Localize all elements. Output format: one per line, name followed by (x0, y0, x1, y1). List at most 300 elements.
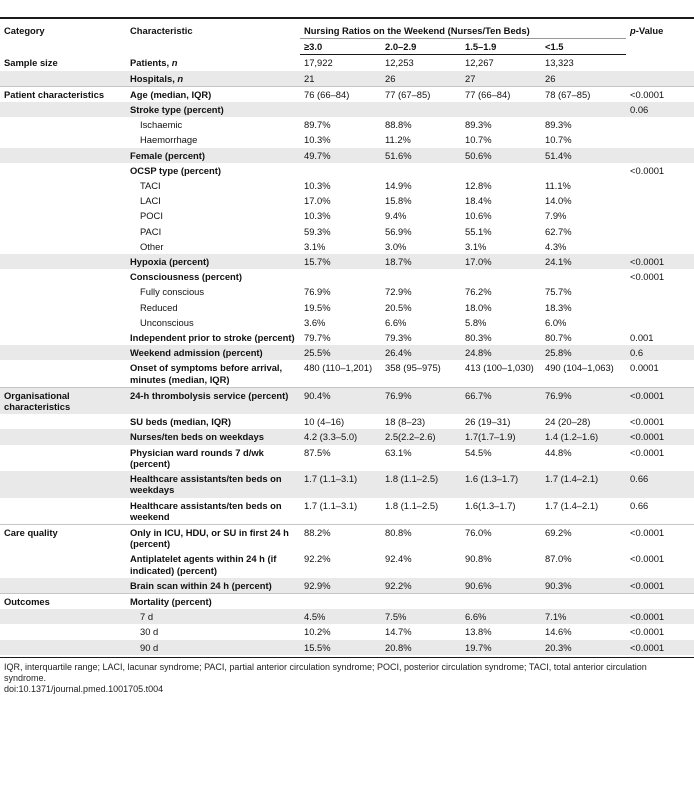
row-value-col-2: 80.8% (381, 524, 461, 551)
row-value-col-4: 14.0% (545, 195, 572, 207)
row-characteristic-label: Consciousness (percent) (130, 271, 243, 283)
row-characteristic (126, 387, 300, 414)
row-value-col-1: 15.5% (300, 640, 381, 655)
header-characteristic: Characteristic (130, 25, 193, 36)
row-value-col-3 (461, 163, 541, 178)
row-characteristic (126, 284, 300, 299)
row-value-col-3: 413 (100–1,030) (465, 362, 534, 374)
row-value-col-3: 3.1% (465, 240, 487, 252)
row-value-col-1: 4.5% (300, 609, 381, 624)
row-characteristic (126, 624, 300, 639)
row-value-col-3: 18.4% (465, 195, 492, 207)
row-characteristic-label: TACI (140, 180, 161, 192)
row-value-col-2: 77 (67–85) (381, 86, 461, 102)
table-row (0, 224, 694, 239)
table-row (0, 102, 694, 117)
row-characteristic (126, 86, 300, 102)
table-row (0, 414, 694, 429)
row-value-col-2: 14.7% (385, 626, 412, 638)
row-value-col-4: 87.0% (545, 553, 572, 565)
row-value-col-2: 14.9% (385, 180, 412, 192)
row-p-value: <0.0001 (630, 446, 665, 458)
row-p-value: 0.001 (630, 332, 654, 344)
table-row (0, 445, 694, 471)
table-row (0, 284, 694, 299)
table-row (0, 498, 694, 525)
row-value-col-4: 24 (20–28) (545, 416, 591, 428)
row-p-value (626, 208, 694, 223)
row-value-col-4 (541, 163, 626, 178)
row-value-col-2: 12,253 (385, 57, 414, 69)
row-value-col-2: 18.7% (381, 254, 461, 269)
row-value-col-1: 3.6% (304, 316, 326, 328)
row-value-col-3: 90.6% (461, 578, 541, 594)
row-p-value: 0.66 (626, 471, 694, 497)
row-value-col-4: 10.7% (545, 134, 572, 146)
row-value-col-1: 49.7% (300, 148, 381, 163)
table-header (0, 23, 694, 55)
row-characteristic (126, 551, 300, 577)
row-value-col-1: 10 (4–16) (304, 416, 345, 428)
row-characteristic-label: Weekend admission (percent) (130, 347, 263, 359)
row-characteristic-label: 24-h thrombolysis service (percent) (130, 389, 289, 401)
row-characteristic-label: Hypoxia (percent) (130, 256, 210, 268)
row-characteristic (126, 224, 300, 239)
row-value-col-2: 358 (95–975) (385, 362, 441, 374)
table-row (0, 524, 694, 551)
row-value-col-1: 21 (300, 71, 381, 87)
row-value-col-2: 9.4% (385, 210, 407, 222)
row-value-col-2: 11.2% (385, 134, 411, 146)
row-value-col-1: 90.4% (300, 387, 381, 414)
row-value-col-3: 90.8% (465, 553, 492, 565)
row-value-col-2: 79.3% (385, 332, 412, 344)
row-category (0, 414, 126, 429)
row-value-col-2: 63.1% (385, 446, 412, 458)
header-p-suffix: -Value (635, 25, 664, 36)
row-characteristic-label: PACI (140, 225, 162, 237)
row-value-col-1: 88.2% (300, 524, 381, 551)
row-p-value (626, 148, 694, 163)
row-value-col-3: 10.7% (465, 134, 492, 146)
row-characteristic-label: Healthcare assistants/ten beds on weekend (130, 499, 282, 522)
row-value-col-3 (461, 593, 541, 609)
row-characteristic-label: LACI (140, 195, 161, 207)
row-characteristic-label: Hospitals, (130, 72, 178, 84)
row-value-col-4: 1.7 (1.4–2.1) (541, 471, 626, 497)
row-value-col-3: 89.3% (465, 119, 492, 131)
row-value-col-2: 72.9% (385, 286, 412, 298)
row-p-value (626, 132, 694, 147)
table-row (0, 239, 694, 254)
table-row (0, 71, 694, 87)
row-value-col-4 (541, 102, 626, 117)
row-value-col-3: 66.7% (461, 387, 541, 414)
row-value-col-3: 55.1% (465, 225, 492, 237)
row-value-col-4: 6.0% (545, 316, 567, 328)
row-characteristic (126, 208, 300, 223)
row-value-col-3: 27 (461, 71, 541, 87)
table-row (0, 360, 694, 387)
row-value-col-2: 18 (8–23) (385, 416, 426, 428)
row-characteristic-label: Fully conscious (140, 286, 205, 298)
row-value-col-4 (541, 593, 626, 609)
row-category (0, 224, 126, 239)
row-p-value: <0.0001 (626, 578, 694, 594)
row-value-col-1 (300, 163, 381, 178)
row-value-col-3 (461, 102, 541, 117)
table-top-rule (0, 17, 694, 19)
table-row (0, 208, 694, 223)
row-p-value: 0.0001 (630, 362, 659, 374)
row-characteristic-label: OCSP type (percent) (130, 164, 221, 176)
row-characteristic-label: 30 d (140, 626, 159, 638)
table-row (0, 624, 694, 639)
row-characteristic (126, 330, 300, 345)
header-col-1: ≥3.0 (300, 39, 381, 55)
row-value-col-4: 80.7% (545, 332, 572, 344)
row-value-col-3: 1.7(1.7–1.9) (461, 429, 541, 444)
row-p-value: <0.0001 (626, 86, 694, 102)
row-value-col-1: 3.1% (304, 240, 326, 252)
row-value-col-2: 56.9% (385, 225, 412, 237)
table-row (0, 345, 694, 360)
row-value-col-4: 18.3% (545, 301, 572, 313)
row-value-col-3: 6.6% (461, 609, 541, 624)
row-value-col-2: 88.8% (385, 119, 412, 131)
table-row (0, 578, 694, 594)
header-col-2: 2.0–2.9 (381, 39, 461, 55)
row-category: Care quality (0, 524, 126, 551)
header-category: Category (4, 25, 45, 36)
row-value-col-1: 76.9% (304, 286, 331, 298)
row-value-col-4: 75.7% (545, 286, 572, 298)
row-value-col-3: 76.2% (465, 286, 492, 298)
row-p-value (626, 224, 694, 239)
data-table (0, 23, 694, 655)
row-characteristic (126, 269, 300, 284)
row-value-col-4: 1.7 (1.4–2.1) (545, 499, 599, 511)
row-value-col-2: 3.0% (385, 240, 407, 252)
table-row (0, 330, 694, 345)
row-category (0, 178, 126, 193)
row-value-col-3: 50.6% (461, 148, 541, 163)
row-value-col-3: 54.5% (465, 446, 492, 458)
row-value-col-2 (381, 163, 461, 178)
row-characteristic (126, 239, 300, 254)
row-category: Outcomes (0, 593, 126, 609)
table-row (0, 254, 694, 269)
row-p-value (626, 193, 694, 208)
row-characteristic (126, 55, 300, 71)
row-category (0, 345, 126, 360)
row-p-value: <0.0001 (630, 553, 665, 565)
table-row (0, 551, 694, 577)
row-value-col-1 (300, 102, 381, 117)
row-value-col-1: 87.5% (304, 446, 331, 458)
row-value-col-2: 15.8% (385, 195, 412, 207)
table-row (0, 117, 694, 132)
row-category (0, 71, 126, 87)
row-value-col-3: 17.0% (461, 254, 541, 269)
row-category (0, 578, 126, 594)
row-value-col-3: 80.3% (465, 332, 492, 344)
row-value-col-3: 76.0% (461, 524, 541, 551)
row-category (0, 163, 126, 178)
row-value-col-1: 17,922 (304, 57, 333, 69)
row-value-col-4: 13,323 (545, 57, 574, 69)
row-characteristic (126, 578, 300, 594)
table-footnote (4, 662, 690, 695)
row-value-col-3: 5.8% (465, 316, 487, 328)
row-characteristic (126, 193, 300, 208)
row-value-col-1: 15.7% (300, 254, 381, 269)
row-value-col-1: 59.3% (304, 225, 331, 237)
row-characteristic-label: Haemorrhage (140, 134, 198, 146)
table-row (0, 55, 694, 71)
row-value-col-4: 78 (67–85) (541, 86, 626, 102)
row-category (0, 429, 126, 444)
row-p-value: <0.0001 (626, 640, 694, 655)
row-value-col-2 (381, 102, 461, 117)
row-p-value (626, 178, 694, 193)
row-value-col-2: 20.5% (385, 301, 412, 313)
row-category (0, 315, 126, 330)
row-characteristic-label: Ischaemic (140, 119, 183, 131)
header-col-4: <1.5 (541, 39, 626, 55)
row-value-col-3: 13.8% (465, 626, 492, 638)
row-p-value: <0.0001 (626, 429, 694, 444)
table-row (0, 269, 694, 284)
row-value-col-4: 11.1% (545, 180, 571, 192)
row-value-col-1: 10.3% (304, 210, 331, 222)
row-characteristic (126, 498, 300, 525)
row-value-col-1: 92.2% (304, 553, 331, 565)
row-characteristic (126, 414, 300, 429)
row-category (0, 551, 126, 577)
row-p-value (626, 300, 694, 315)
row-characteristic (126, 360, 300, 387)
row-value-col-1: 17.0% (304, 195, 331, 207)
row-category (0, 330, 126, 345)
row-value-col-4: 89.3% (545, 119, 572, 131)
row-value-col-3: 12,267 (465, 57, 494, 69)
row-value-col-4: 26 (541, 71, 626, 87)
row-value-col-3: 1.6 (1.3–1.7) (461, 471, 541, 497)
row-characteristic-label: Mortality (percent) (130, 595, 212, 607)
row-value-col-3: 77 (66–84) (461, 86, 541, 102)
row-p-value: <0.0001 (626, 254, 694, 269)
row-value-col-1: 25.5% (300, 345, 381, 360)
row-characteristic (126, 102, 300, 117)
row-value-col-1: 19.5% (304, 301, 331, 313)
row-characteristic (126, 471, 300, 497)
row-category (0, 360, 126, 387)
row-value-col-4: 1.4 (1.2–1.6) (541, 429, 626, 444)
row-category: Organisational characteristics (0, 387, 126, 414)
row-value-col-4: 69.2% (541, 524, 626, 551)
table-row (0, 163, 694, 178)
row-category (0, 498, 126, 525)
table-row (0, 193, 694, 208)
row-value-col-2: 6.6% (385, 316, 407, 328)
table-body (0, 55, 694, 655)
row-value-col-4: 90.3% (541, 578, 626, 594)
row-category (0, 445, 126, 471)
row-category (0, 471, 126, 497)
row-value-col-3 (461, 269, 541, 284)
row-category (0, 254, 126, 269)
header-p-value (626, 23, 694, 55)
row-p-value: <0.0001 (630, 271, 665, 283)
footnote-doi: doi:10.1371/journal.pmed.1001705.t004 (4, 684, 164, 694)
row-category (0, 239, 126, 254)
row-value-col-4: 62.7% (545, 225, 572, 237)
row-value-col-1: 10.3% (304, 180, 331, 192)
table-row (0, 609, 694, 624)
table-row (0, 178, 694, 193)
table-row (0, 300, 694, 315)
row-value-col-1: 10.2% (304, 626, 331, 638)
row-value-col-4: 25.8% (541, 345, 626, 360)
row-p-value: <0.0001 (630, 416, 665, 428)
row-value-col-1: 10.3% (304, 134, 331, 146)
row-category (0, 148, 126, 163)
row-characteristic-label: Onset of symptoms before arrival, minutes (median, IQR) (130, 362, 283, 385)
row-value-col-1: 1.7 (1.1–3.1) (304, 499, 358, 511)
row-p-value (626, 284, 694, 299)
header-group-title: Nursing Ratios on the Weekend (Nurses/Ten Beds) (304, 25, 530, 36)
row-p-value: <0.0001 (630, 626, 665, 638)
row-p-value: <0.0001 (630, 164, 665, 176)
row-value-col-2: 1.8 (1.1–2.5) (381, 471, 461, 497)
table-row (0, 148, 694, 163)
row-characteristic-italic: n (177, 72, 184, 84)
row-value-col-2 (381, 269, 461, 284)
row-value-col-3: 1.6(1.3–1.7) (465, 499, 516, 511)
row-p-value: <0.0001 (626, 609, 694, 624)
row-characteristic (126, 132, 300, 147)
row-value-col-1: 79.7% (304, 332, 331, 344)
row-value-col-2: 20.8% (381, 640, 461, 655)
row-value-col-3: 19.7% (461, 640, 541, 655)
row-characteristic-label: 90 d (140, 641, 159, 653)
row-value-col-2: 92.4% (385, 553, 412, 565)
row-characteristic-label: Antiplatelet agents within 24 h (if indicated) (percent) (130, 553, 277, 576)
row-value-col-1: 76 (66–84) (300, 86, 381, 102)
row-characteristic-label: Reduced (140, 301, 178, 313)
row-value-col-4: 24.1% (541, 254, 626, 269)
row-value-col-4: 14.6% (545, 626, 572, 638)
row-characteristic (126, 609, 300, 624)
row-characteristic-label: Only in ICU, HDU, or SU in first 24 h (percent) (130, 526, 289, 550)
row-value-col-3: 24.8% (461, 345, 541, 360)
row-characteristic (126, 254, 300, 269)
table-row (0, 471, 694, 497)
row-characteristic-label: Other (140, 240, 164, 252)
row-category (0, 269, 126, 284)
row-value-col-4: 7.9% (545, 210, 567, 222)
row-characteristic-label: Female (percent) (130, 149, 206, 161)
row-characteristic (126, 429, 300, 444)
row-category (0, 102, 126, 117)
row-characteristic-label: SU beds (median, IQR) (130, 416, 232, 428)
row-category (0, 284, 126, 299)
row-value-col-4: 76.9% (541, 387, 626, 414)
row-p-value (626, 55, 694, 71)
row-value-col-3: 12.8% (465, 180, 492, 192)
row-value-col-1 (300, 593, 381, 609)
row-characteristic-label: Unconscious (140, 316, 194, 328)
row-value-col-2: 1.8 (1.1–2.5) (385, 499, 439, 511)
row-value-col-1: 92.9% (300, 578, 381, 594)
row-value-col-2: 26 (381, 71, 461, 87)
row-category (0, 117, 126, 132)
row-p-value (626, 315, 694, 330)
row-characteristic (126, 345, 300, 360)
row-value-col-4 (541, 269, 626, 284)
row-p-value: 0.06 (626, 102, 694, 117)
row-characteristic-label: Age (median, IQR) (130, 88, 212, 100)
table-bottom-rule (0, 657, 694, 658)
table-row (0, 86, 694, 102)
row-category (0, 193, 126, 208)
row-characteristic (126, 178, 300, 193)
row-value-col-4: 490 (104–1,063) (545, 362, 614, 374)
row-value-col-2: 2.5(2.2–2.6) (381, 429, 461, 444)
row-characteristic-label: Healthcare assistants/ten beds on weekdays (130, 473, 282, 496)
row-characteristic-label: Stroke type (percent) (130, 104, 224, 116)
row-characteristic (126, 163, 300, 178)
row-value-col-1: 1.7 (1.1–3.1) (300, 471, 381, 497)
row-p-value (626, 593, 694, 609)
header-col-3: 1.5–1.9 (461, 39, 541, 55)
row-characteristic-label: Physician ward rounds 7 d/wk (percent) (130, 446, 264, 469)
table-row (0, 429, 694, 444)
row-p-value: <0.0001 (626, 387, 694, 414)
row-category (0, 300, 126, 315)
row-characteristic (126, 300, 300, 315)
row-value-col-4: 44.8% (545, 446, 572, 458)
table-row (0, 640, 694, 655)
row-characteristic (126, 148, 300, 163)
row-characteristic (126, 117, 300, 132)
row-value-col-2 (381, 593, 461, 609)
row-characteristic-label: Nurses/ten beds on weekdays (130, 431, 264, 443)
row-characteristic-label: Patients, (130, 56, 172, 68)
table-row (0, 593, 694, 609)
row-characteristic (126, 315, 300, 330)
row-p-value: 0.66 (630, 499, 649, 511)
row-category (0, 640, 126, 655)
row-characteristic-italic: n (171, 56, 178, 68)
row-characteristic (126, 640, 300, 655)
row-characteristic-label: Independent prior to stroke (percent) (130, 332, 295, 344)
row-value-col-2: 7.5% (381, 609, 461, 624)
row-value-col-3: 18.0% (465, 301, 492, 313)
row-value-col-2: 26.4% (381, 345, 461, 360)
row-characteristic (126, 593, 300, 609)
row-characteristic-label: POCI (140, 210, 163, 222)
row-value-col-1: 89.7% (304, 119, 331, 131)
row-value-col-3: 26 (19–31) (465, 416, 511, 428)
row-value-col-3: 10.6% (465, 210, 492, 222)
row-category: Patient characteristics (0, 86, 126, 102)
row-value-col-2: 51.6% (381, 148, 461, 163)
row-value-col-1: 4.2 (3.3–5.0) (300, 429, 381, 444)
row-characteristic (126, 524, 300, 551)
table-row (0, 315, 694, 330)
